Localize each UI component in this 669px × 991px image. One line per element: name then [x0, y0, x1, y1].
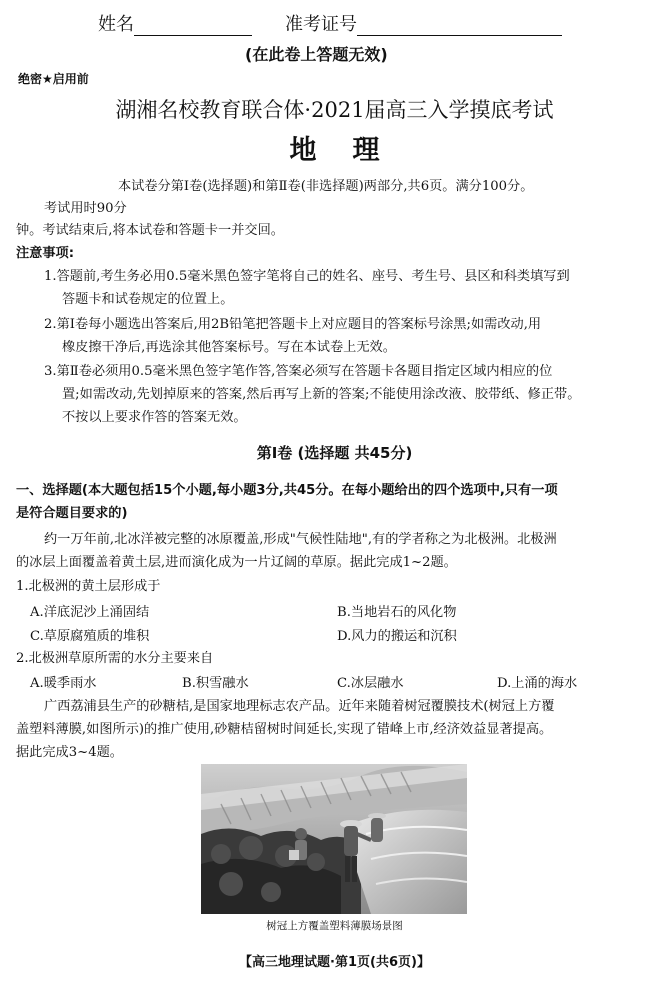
q2-option-b[interactable]: B.积雪融水 — [182, 676, 249, 691]
passage-2-cont-2: 据此完成3~4题。 — [16, 745, 123, 760]
q2-option-d[interactable]: D.上涌的海水 — [497, 676, 578, 691]
passage-2-cont: 盖塑料薄膜,如图所示)的推广使用,砂糖桔留树时间延长,实现了错峰上市,经济效益显著提高。 — [16, 722, 553, 737]
q1-option-a[interactable]: A.洋底泥沙上涌固结 — [30, 605, 150, 620]
note-2-cont: 橡皮擦干净后,再选涂其他答案标号。写在本试卷上无效。 — [62, 340, 396, 355]
page-footer: 【高三地理试题·第1页(共6页)】 — [239, 955, 430, 970]
name-label: 姓名 — [98, 14, 134, 35]
passage-1-cont: 的冰层上面覆盖着黄土层,进而演化成为一片辽阔的草原。据此完成1~2题。 — [16, 555, 457, 570]
note-3-cont-2: 不按以上要求作答的答案无效。 — [62, 410, 247, 425]
q2-option-c[interactable]: C.冰层融水 — [337, 676, 404, 691]
q1-option-c[interactable]: C.草原腐殖质的堆积 — [30, 629, 150, 644]
exam-number-field[interactable] — [285, 10, 562, 36]
subject-title: 地理 — [289, 135, 416, 166]
exam-number-blank[interactable] — [357, 17, 562, 36]
note-1-cont: 答题卡和试卷规定的位置上。 — [62, 292, 234, 307]
question-2-stem: 2.北极洲草原所需的水分主要来自 — [16, 651, 214, 666]
q2-option-a[interactable]: A.暖季雨水 — [30, 676, 97, 691]
passage-2: 广西荔浦县生产的砂糖桔,是国家地理标志农产品。近年来随着树冠覆膜技术(树冠上方覆 — [44, 699, 555, 714]
note-3: 3.第Ⅱ卷必须用0.5毫米黑色签字笔作答,答案必须写在答题卡各题目指定区域内相应的位 — [44, 364, 553, 379]
exam-title: 湖湘名校教育联合体·2021届高三入学摸底考试 — [115, 98, 554, 122]
note-3-cont: 置;如需改动,先划掉原来的答案,然后再写上新的答案;不能使用涂改液、胶带纸、修正带。 — [62, 387, 581, 402]
intro-line-3: 钟。考试结束后,将本试卷和答题卡一并交回。 — [16, 223, 284, 238]
q1-option-d[interactable]: D.风力的搬运和沉积 — [337, 629, 457, 644]
figure-caption: 树冠上方覆盖塑料薄膜场景图 — [266, 920, 403, 932]
name-blank[interactable] — [134, 17, 252, 36]
note-2: 2.第Ⅰ卷每小题选出答案后,用2B铅笔把答题卡上对应题目的答案标号涂黑;如需改动,用 — [44, 317, 542, 332]
question-1-stem: 1.北极洲的黄土层形成于 — [16, 579, 161, 594]
passage-1: 约一万年前,北冰洋被完整的冰原覆盖,形成"气候性陆地",有的学者称之为北极洲。北极洲 — [44, 532, 557, 547]
intro-line-2: 考试用时90分 — [44, 201, 127, 216]
invalid-note: (在此卷上答题无效) — [245, 45, 388, 64]
section-heading: 第Ⅰ卷 (选择题 共45分) — [256, 444, 413, 462]
exam-number-label: 准考证号 — [285, 14, 357, 35]
note-1: 1.答题前,考生务必用0.5毫米黑色签字笔将自己的姓名、座号、考生号、县区和科类填写到 — [44, 269, 570, 284]
secret-mark: 绝密★启用前 — [18, 72, 89, 86]
intro-line-1: 本试卷分第Ⅰ卷(选择题)和第Ⅱ卷(非选择题)两部分,共6页。满分100分。 — [118, 179, 534, 194]
notes-heading: 注意事项: — [16, 246, 75, 261]
q1-option-b[interactable]: B.当地岩石的风化物 — [337, 605, 457, 620]
section-instructions: 一、选择题(本大题包括15个小题,每小题3分,共45分。在每小题给出的四个选项中,只有一项 — [16, 483, 558, 498]
name-field[interactable] — [98, 10, 252, 36]
orchard-film-photo — [201, 764, 467, 914]
section-instructions-cont: 是符合题目要求的) — [16, 506, 128, 521]
